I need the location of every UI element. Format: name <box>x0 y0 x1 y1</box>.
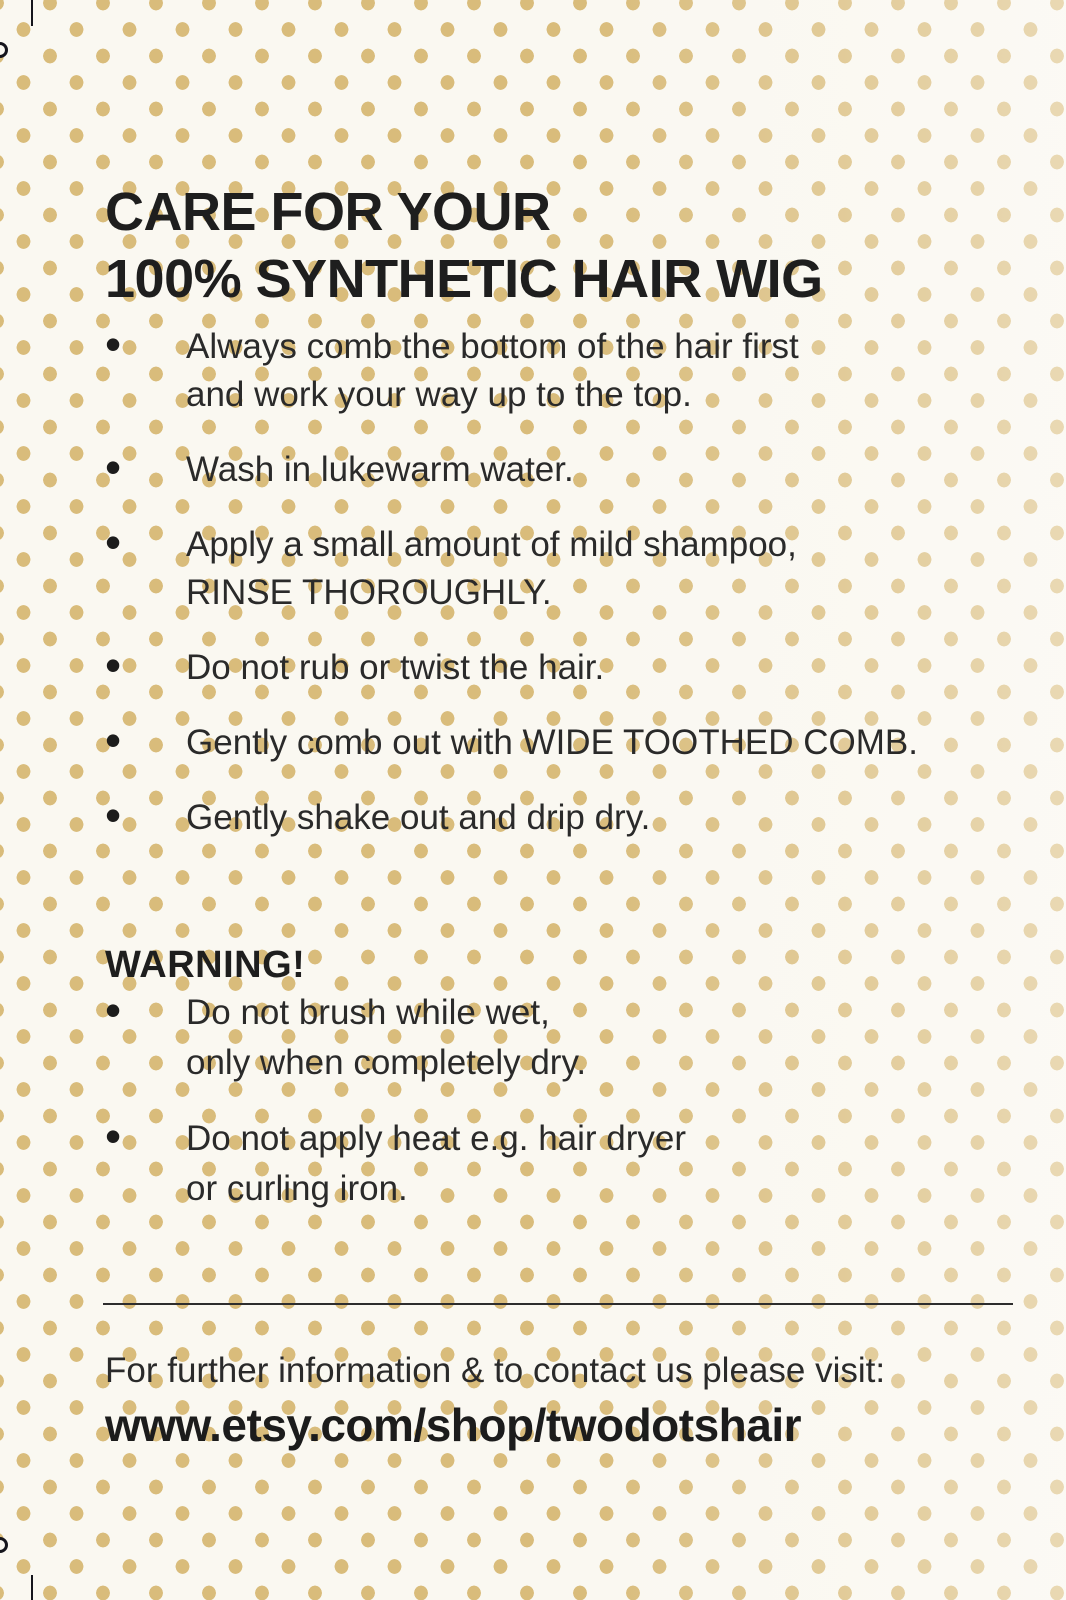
footer-info-text: For further information & to contact us please visit: <box>105 1351 886 1390</box>
footer-shop-url: www.etsy.com/shop/twodotshair <box>105 1399 802 1451</box>
care-item-text: Wash in lukewarm water. <box>186 450 574 489</box>
bullet-icon: • <box>105 789 122 841</box>
care-item-text: Gently shake out and drip dry. <box>186 798 651 837</box>
care-item <box>105 441 1026 494</box>
care-item <box>105 639 1026 692</box>
page-title-line1: CARE FOR YOUR <box>105 182 551 243</box>
footer-divider <box>103 1303 1013 1305</box>
bullet-icon: • <box>105 318 122 370</box>
warning-list <box>105 984 1026 1240</box>
care-item-text: Gently comb out with WIDE TOOTHED COMB. <box>186 723 918 762</box>
care-item-text: Always comb the bottom of the hair first <box>186 327 799 366</box>
care-item <box>105 789 1026 842</box>
warning-item-text: only when completely dry. <box>186 1043 587 1082</box>
warning-item-text: or curling iron. <box>186 1169 408 1208</box>
crop-mark-line-top <box>31 0 33 26</box>
care-item-text: and work your way up to the top. <box>186 375 692 414</box>
care-item <box>105 714 1026 767</box>
crop-mark-line-bottom <box>31 1575 33 1600</box>
care-item-text: RINSE THOROUGHLY. <box>186 573 552 612</box>
bullet-icon: • <box>105 639 122 691</box>
bullet-icon: • <box>105 714 122 766</box>
bullet-icon: • <box>105 516 122 568</box>
page-title-line2: 100% SYNTHETIC HAIR WIG <box>105 249 823 310</box>
page-title <box>105 179 823 313</box>
crop-mark-ring-bottom <box>0 1537 8 1553</box>
care-item <box>105 516 1026 617</box>
crop-mark-ring-top <box>0 42 8 58</box>
bullet-icon: • <box>105 1110 122 1162</box>
care-item <box>105 318 1026 419</box>
bullet-icon: • <box>105 984 122 1036</box>
warning-item-text: Do not brush while wet, <box>186 993 550 1032</box>
bullet-icon: • <box>105 441 122 493</box>
warning-item <box>105 984 1026 1088</box>
warning-item-text: Do not apply heat e.g. hair dryer <box>186 1119 687 1158</box>
warning-heading: WARNING! <box>105 943 306 986</box>
care-item-text: Do not rub or twist the hair. <box>186 648 605 687</box>
care-instructions-list <box>105 318 1026 869</box>
care-item-text: Apply a small amount of mild shampoo, <box>186 525 797 564</box>
warning-item <box>105 1110 1026 1214</box>
